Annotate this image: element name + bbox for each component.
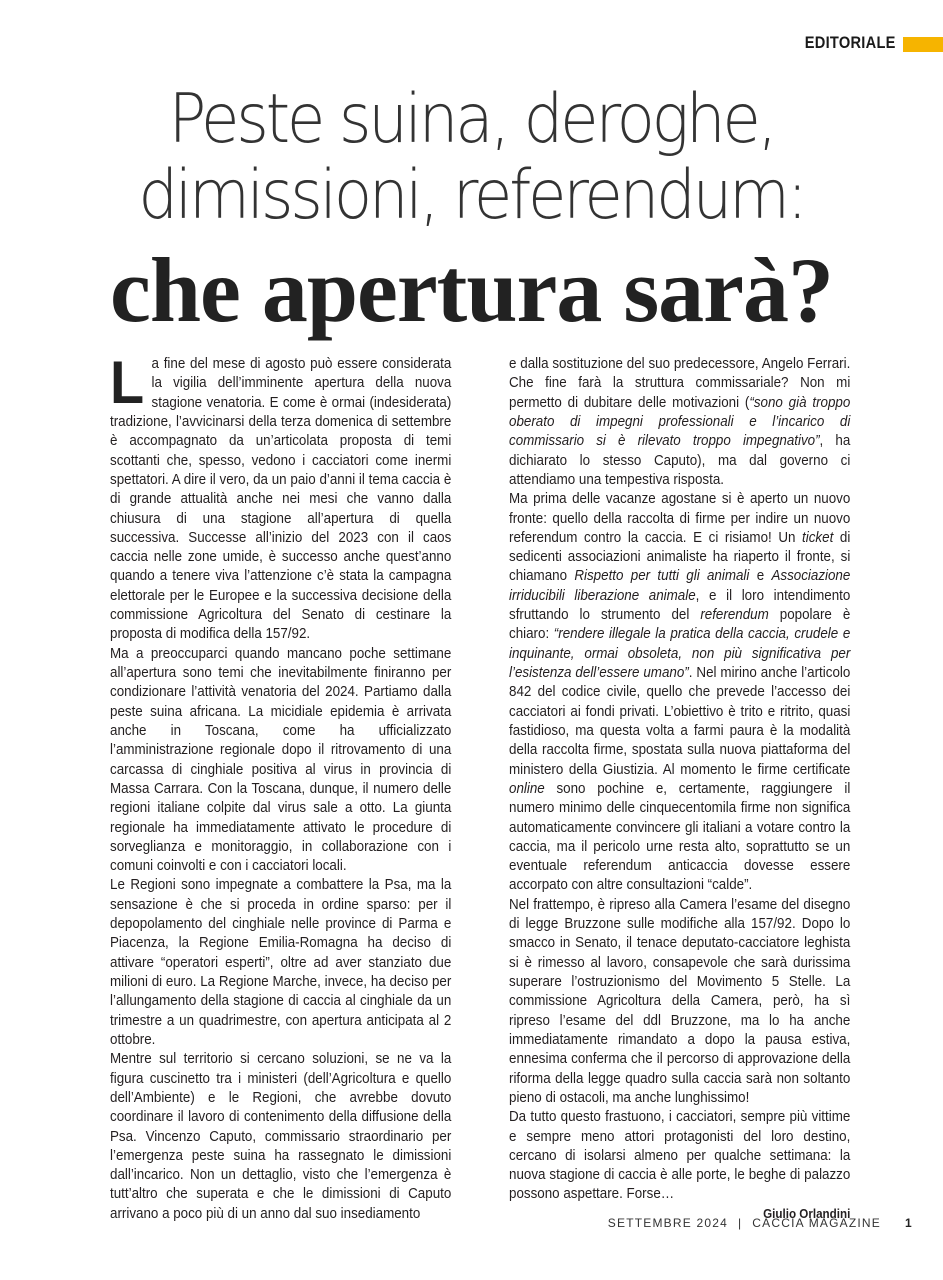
section-accent-bar	[903, 37, 943, 52]
section-tag: EDITORIALE	[805, 33, 896, 52]
magazine-name-bold: CACCIA	[752, 1216, 805, 1230]
article-paragraph	[509, 490, 850, 896]
headline-line-3: che apertura sarà?	[110, 239, 833, 341]
drop-cap: L	[110, 349, 145, 416]
page-number: 1	[905, 1216, 912, 1230]
article-column-right	[509, 355, 850, 1224]
text-run: . Nel mirino anche l’articolo 842 del codice civile, quello che prevede l’accesso dei cacciatori ai fondi privati. L’obiettivo è trito e ritrito, quasi fastidioso, ma questa volta a farmi paura è la modalità della raccolta firme, spostata sulla nuova piattaforma del ministero della Giustizia. Al momento le firme certificate	[509, 665, 851, 778]
text-run: sono pochine e, certamente, raggiungere il numero minimo delle cinquecentomila firme non significa automaticamente convincere gli italiani a votare contro la caccia, ma il pericolo urne resta alto, soprattutto se un eventuale referendum anticaccia dovesse essere accorpato con altre consultazioni “calde”.	[509, 780, 851, 894]
association-name: Rispetto per tutti gli animali	[574, 568, 750, 585]
headline-line-2: dimissioni, referendum:	[138, 156, 805, 235]
quote-caputo: “sono già troppo oberato di impegni professionali e l’incarico di commissario si è rilevato troppo impegnativo”	[509, 394, 851, 450]
article-paragraph: Mentre sul territorio si cercano soluzioni, se ne va la figura cuscinetto tra i ministeri (dell’Agricoltura e quello dell’Ambiente) e le Regioni, che avrebbe dovuto coordinare il lavoro di contenimento della diffusione della Psa. Vincenzo Caputo, commissario straordinario per l’emergenza peste suina ha rassegnato le dimissioni dall’incarico. Non un dettaglio, visto che l’emergenza è tutt’altro che superata e che le dimissioni di Caputo arrivano a poco più di un anno dal suo insediamento	[110, 1051, 452, 1222]
text-run: di sedicenti associazioni animaliste ha riaperto il fronte, si chiamano	[509, 529, 851, 585]
article-paragraph	[110, 349, 452, 645]
text-run: popolare è chiaro:	[509, 607, 851, 643]
text-run: e dalla sostituzione del suo predecessore, Angelo Ferrari. Che fine farà la struttura commissariale? Non mi permetto di dubitare delle motivazioni (	[509, 356, 851, 411]
article-paragraph: Da tutto questo frastuono, i cacciatori, sempre più vittime e sempre meno attori protagonisti del loro destino, cercano di isolarsi almeno per qualche settimana: la nuova stagione di caccia è alle porte, le beghe di palazzo possono aspettare. Forse…	[509, 1109, 851, 1203]
text-run: Ma prima delle vacanze agostane si è aperto un nuovo fronte: quello della raccolta di firme per indire un nuovo referendum contro la caccia. E ci risiamo! Un	[509, 491, 851, 546]
text-run: , ha dichiarato lo stesso Caputo), ma dal governo ci attendiamo una tempestiva risposta.	[509, 433, 851, 488]
association-name: Associazione irriducibili liberazione animale	[509, 568, 851, 604]
article-paragraph	[509, 355, 850, 490]
text-run: e	[749, 568, 772, 585]
italic-term: online	[509, 780, 545, 797]
text-run: , e il loro intendimento sfruttando lo strumento del	[509, 587, 851, 624]
footer-separator: |	[737, 1216, 743, 1230]
italic-term: referendum	[700, 607, 769, 624]
footer-issue-line	[608, 1216, 881, 1230]
magazine-name-rest: MAGAZINE	[808, 1216, 881, 1230]
headline-line-1: Peste suina, deroghe,	[168, 80, 775, 159]
article-paragraph: Nel frattempo, è ripreso alla Camera l’esame del disegno di legge Bruzzone sulle modifiche alla 157/92. Dopo lo smacco in Senato, il tenace deputato-cacciatore leghista si è rimesso al lavoro, consapevole che sarà durissima superare l’ostruzionismo del Movimento 5 Stelle. La commissione Agricoltura della Camera, però, ha sì ripreso l’esame del ddl Bruzzone, ma lo ha anche immediatamente rimandato a dopo la pausa estiva, ennesima conferma che il percorso di approvazione della riforma della legge quadro sulla caccia sarà non soltanto pieno di ostacoli, ma anche lunghissimo!	[509, 896, 851, 1106]
issue-date: SETTEMBRE 2024	[607, 1216, 728, 1230]
paragraph-text: a fine del mese di agosto può essere considerata la vigilia dell’imminente apertura della nuova stagione venatoria. E come è ormai (indesiderata) tradizione, l’avvicinarsi della terza domenica di settembre è accompagnato da un’articolata proposta di temi scottanti che, spesso, vedono i cacciatori come inermi spettatori. A dire il vero, da un paio d’anni il tema caccia è di grande attualità anche nei mesi che vanno dalla chiusura di una stagione all’apertura di quella successiva. Successe all’inizio del 2023 con il caos caccia nelle zone umide, è successo anche quest’anno quando a tenere viva l’attenzione c’è stata la campagna elettorale per le Europee e la successiva decisione della commissione Agricoltura del Senato di cestinare la proposta di modifica della 157/92.	[110, 356, 452, 643]
article-paragraph: Le Regioni sono impegnate a combattere la Psa, ma la sensazione è che si proceda in ordine sparso: per il depopolamento del cinghiale nelle province di Parma e Piacenza, la Regione Emilia-Romagna ha deciso di attivare “operatori esperti”, oltre ad aver stanziato due milioni di euro. La Regione Marche, invece, ha deciso per l’allungamento della stagione di caccia al cinghiale da un trimestre a un quadrimestre, con apertura anticipata al 2 ottobre.	[110, 877, 452, 1048]
author-signature: Giulio Orlandini	[763, 1206, 851, 1221]
article-column-left	[110, 349, 452, 1224]
article-paragraph: Ma a preoccuparci quando mancano poche settimane all’apertura sono temi che inevitabilmente finiranno per condizionare l’attività venatoria del 2024. Partiamo dalla peste suina africana. La micidiale epidemia è arrivata anche in Toscana, come ha ufficializzato l’amministrazione regionale dopo il ritrovamento di una carcassa di cinghiale positiva al virus in provincia di Massa Carrara. Con la Toscana, dunque, il numero delle regioni italiane colpite dal virus sale a otto. La giunta regionale ha immediatamente attivato le procedure di sorveglianza e monitoraggio, in collaborazione con i comuni coinvolti e con i cacciatori locali.	[110, 645, 452, 875]
italic-term: ticket	[802, 529, 834, 546]
quote-referendum: “rendere illegale la pratica della caccia, crudele e inquinante, ormai obsoleta, non più significativa per l’esistenza dell’essere umano”	[509, 626, 851, 681]
